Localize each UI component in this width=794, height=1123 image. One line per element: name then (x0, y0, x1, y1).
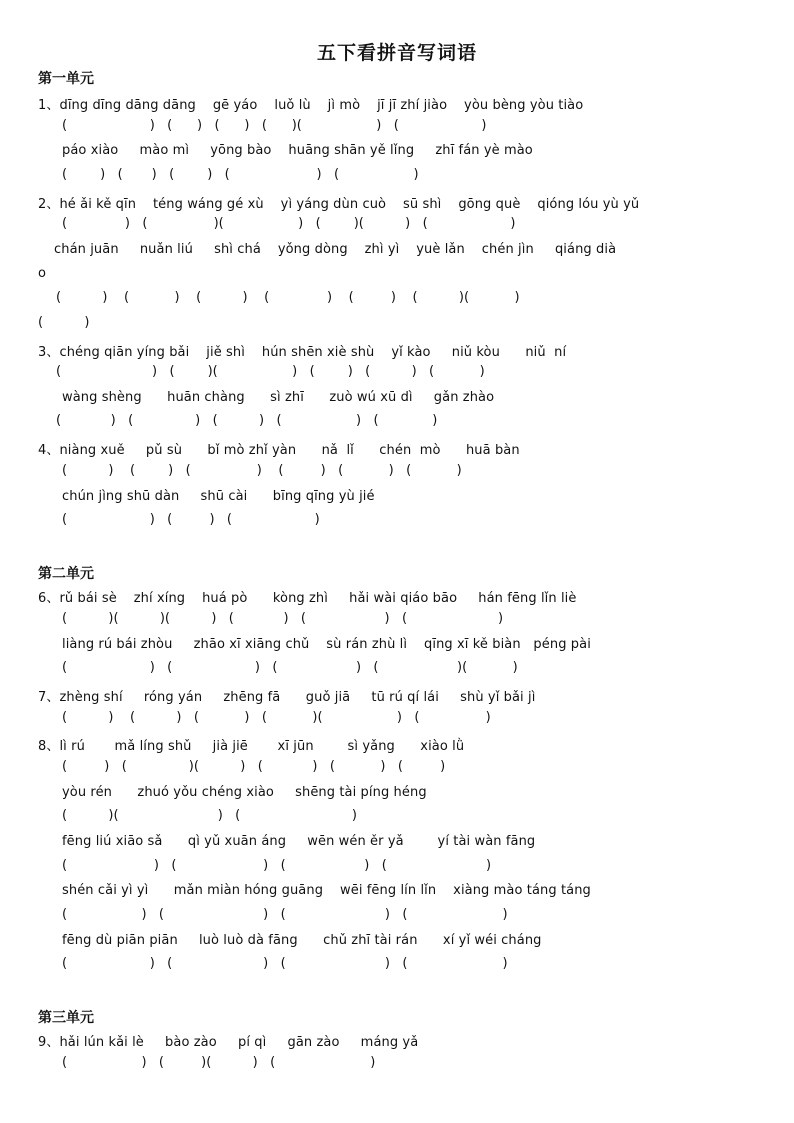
unit-heading-1: 第一单元 (38, 71, 94, 87)
answer-blank-row: ( )( )( ) ( ) ( ) ( ) (62, 611, 504, 626)
answer-blank-row: ( ) ( ) ( ) ( )( ) (62, 660, 518, 675)
pinyin-row: o (38, 266, 47, 281)
unit-heading-2: 第二单元 (38, 566, 94, 582)
answer-blank-row: ( ) ( )( ) ( ) ( ) ( ) (62, 759, 446, 774)
answer-blank-row: ( ) ( ) ( ) ( ) ( ) ( ) (62, 463, 462, 478)
pinyin-row: 4、niàng xuě pǔ sù bǐ mò zhǐ yàn nǎ lǐ chén mò huā bàn (38, 443, 520, 458)
pinyin-row: 9、hǎi lún kǎi lè bào zào pí qì gān zào máng yǎ (38, 1035, 419, 1050)
answer-blank-row: ( ) ( ) ( ) ( ) (62, 907, 508, 922)
answer-blank-row: ( ) ( ) ( ) ( ) ( ) ( )( ) (56, 290, 520, 305)
answer-blank-row: ( ) ( ) ( ) ( ) ( ) (56, 413, 438, 428)
answer-blank-row: ( ) ( ) ( ) ( ) (62, 956, 508, 971)
answer-blank-row: ( ) ( ) ( ) ( )( ) ( ) (62, 710, 491, 725)
pinyin-row: liàng rú bái zhòu zhāo xī xiāng chǔ sù rán zhù lì qīng xī kě biàn péng pài (62, 637, 591, 652)
pinyin-row: yòu rén zhuó yǒu chéng xiào shēng tài píng héng (62, 785, 427, 800)
answer-blank-row: ( ) ( ) ( ) ( ) ( ) (62, 167, 419, 182)
pinyin-row: 6、rǔ bái sè zhí xíng huá pò kòng zhì hǎi wài qiáo bāo hán fēng lǐn liè (38, 591, 577, 606)
pinyin-row: fēng liú xiāo sǎ qì yǔ xuān áng wēn wén ěr yǎ yí tài wàn fāng (62, 834, 536, 849)
answer-blank-row: ( ) ( )( ) ( ) ( ) ( ) (56, 364, 485, 379)
pinyin-row: 2、hé ǎi kě qīn téng wáng gé xù yì yáng dùn cuò sū shì gōng què qióng lóu yù yǔ (38, 197, 640, 212)
pinyin-row: fēng dù piān piān luò luò dà fāng chǔ zhī tài rán xí yǐ wéi cháng (62, 933, 542, 948)
pinyin-row: shén cǎi yì yì mǎn miàn hóng guāng wēi fēng lín lǐn xiàng mào táng táng (62, 883, 591, 898)
pinyin-row: 8、lì rú mǎ líng shǔ jià jiē xī jūn sì yǎng xiào lǜ (38, 739, 465, 754)
answer-blank-row: ( ) ( ) ( ) ( ) (62, 858, 492, 873)
answer-blank-row: ( ) (38, 315, 90, 330)
pinyin-row: chán juān nuǎn liú shì chá yǒng dòng zhì yì yuè lǎn chén jìn qiáng dià (54, 242, 617, 257)
pinyin-row: chún jìng shū dàn shū cài bīng qīng yù jié (62, 489, 375, 504)
answer-blank-row: ( ) ( ) ( ) ( )( ) ( ) (62, 118, 487, 133)
page-title: 五下看拼音写词语 (316, 42, 477, 64)
answer-blank-row: ( ) ( ) ( ) (62, 512, 320, 527)
pinyin-row: 1、dīng dīng dāng dāng gē yáo luǒ lù jì mò jī jī zhí jiào yòu bèng yòu tiào (38, 98, 584, 113)
pinyin-row: 7、zhèng shí róng yán zhēng fā guǒ jiā tū rú qí lái shù yǐ bǎi jì (38, 690, 536, 705)
pinyin-row: 3、chéng qiān yíng bǎi jiě shì hún shēn xiè shù yǐ kào niǔ kòu niǔ ní (38, 345, 567, 360)
pinyin-row: wàng shèng huān chàng sì zhī zuò wú xū dì gǎn zhào (62, 390, 495, 405)
pinyin-row: páo xiào mào mì yōng bào huāng shān yě lǐng zhī fán yè mào (62, 143, 533, 158)
unit-heading-3: 第三单元 (38, 1010, 94, 1026)
answer-blank-row: ( ) ( )( ) ( ) (62, 1055, 376, 1070)
answer-blank-row: ( )( ) ( ) (62, 808, 357, 823)
answer-blank-row: ( ) ( )( ) ( )( ) ( ) (62, 216, 516, 231)
